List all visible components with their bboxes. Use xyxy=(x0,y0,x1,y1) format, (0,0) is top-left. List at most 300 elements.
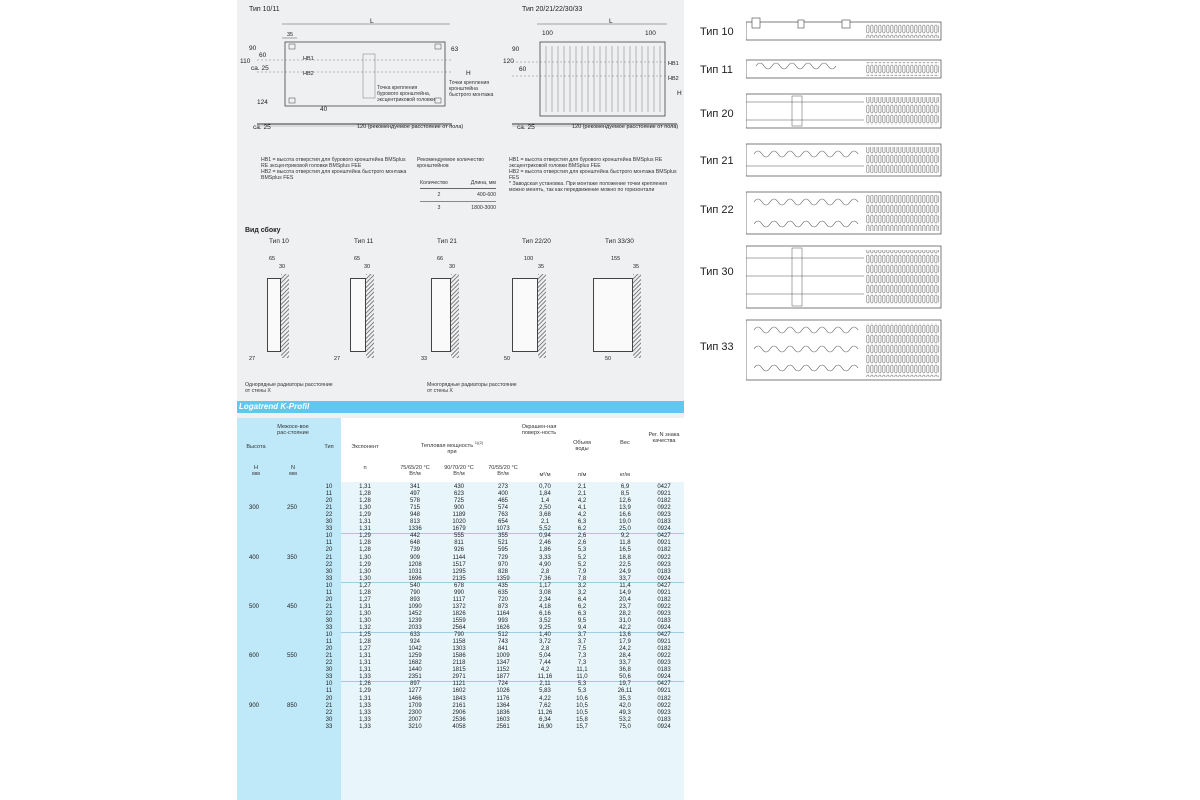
sub-p2-temp: 90/70/20 °C xyxy=(444,465,474,471)
hb1-note-right: НВ1 = высота отверстия для бурового кронштейна BMSplus RE эксцентриковой головки BMSplus FEE xyxy=(509,157,663,169)
cell-reg: 0921 xyxy=(657,491,671,498)
cell-volume: 4,2 xyxy=(577,512,587,519)
hb-notes-left xyxy=(261,157,411,181)
cell-type: 21 xyxy=(325,603,333,610)
wall-hatch xyxy=(366,274,374,358)
cell-power-75: 739 xyxy=(409,547,420,554)
rec-row-length: 400-600 xyxy=(476,192,496,198)
cell-power-90: 1602 xyxy=(452,688,466,695)
cell-power-90: 1158 xyxy=(452,639,466,646)
type-label-21: Тип 21 xyxy=(700,155,734,167)
cell-surface: 3,52 xyxy=(539,617,551,624)
side-dim-depth: 155 xyxy=(611,256,621,262)
cell-power-90: 1121 xyxy=(452,681,466,688)
cell-reg: 0427 xyxy=(657,582,671,589)
cell-reg: 0923 xyxy=(657,512,671,519)
cell-power-70: 654 xyxy=(497,519,508,526)
sub-p1-temp: 75/65/20 °C xyxy=(400,465,430,471)
cell-reg: 0922 xyxy=(657,505,671,512)
header-volume: Объем воды xyxy=(573,440,591,453)
cell-exponent: 1,28 xyxy=(359,589,371,596)
dim-90: 90 xyxy=(249,45,257,52)
cell-type: 11 xyxy=(325,540,333,547)
cell-volume: 6,2 xyxy=(577,526,587,533)
cell-volume: 3,2 xyxy=(577,589,587,596)
hb1-note-left: НВ1 = высота отверстия для бурового кронштейна BMSplus RE эксцентриковой головки BMSplus FEE xyxy=(261,157,406,169)
header-surface: Окрашен-ная поверх-ность xyxy=(521,424,557,437)
cell-power-70: 574 xyxy=(497,505,508,512)
cell-exponent: 1,30 xyxy=(359,610,371,617)
cell-exponent: 1,33 xyxy=(359,709,371,716)
cell-volume: 10,5 xyxy=(576,702,588,709)
cell-power-70: 273 xyxy=(497,484,508,490)
cell-weight: 42,2 xyxy=(619,625,631,631)
dim-40: 40 xyxy=(320,106,328,113)
cell-surface: 2,8 xyxy=(540,646,550,653)
cell-power-70: 993 xyxy=(497,617,508,624)
cell-power-90: 2564 xyxy=(452,625,466,631)
cell-weight: 36,8 xyxy=(619,667,631,674)
sub-p3 xyxy=(483,465,523,478)
profile-type-30 xyxy=(746,246,941,308)
cell-type: 21 xyxy=(325,653,333,660)
radiator-profile xyxy=(350,278,366,352)
cell-weight: 33,7 xyxy=(619,575,631,582)
group-spacing: 350 xyxy=(287,554,298,561)
cell-type: 30 xyxy=(325,568,333,575)
cell-power-70: 1176 xyxy=(496,695,510,702)
sub-p3-temp: 70/55/20 °C xyxy=(488,465,518,471)
header-power-at: при xyxy=(447,449,457,456)
cell-reg: 0427 xyxy=(657,533,671,540)
cell-surface: 2,11 xyxy=(539,681,551,688)
cell-type: 21 xyxy=(325,702,333,709)
cell-exponent: 1,30 xyxy=(359,617,371,624)
cell-power-90: 2906 xyxy=(452,709,466,716)
cell-reg: 0182 xyxy=(657,498,671,505)
cell-power-70: 1836 xyxy=(496,709,510,716)
rec-col-length: Длина, мм xyxy=(470,180,496,186)
sub-n-unit: мм xyxy=(289,471,297,478)
cell-surface: 2,8 xyxy=(540,568,550,575)
front-view-drawing-10-11 xyxy=(237,14,457,139)
cell-exponent: 1,27 xyxy=(359,582,371,589)
dim-L-right: L xyxy=(609,18,613,25)
cell-power-75: 1208 xyxy=(408,561,422,568)
dim-100-right: 100 xyxy=(645,30,656,37)
cell-surface: 7,62 xyxy=(539,702,551,709)
sub-exp: n xyxy=(363,465,367,471)
cell-volume: 11,1 xyxy=(576,667,588,674)
cell-power-70: 2561 xyxy=(496,723,510,730)
side-dim-depth: 100 xyxy=(524,256,534,262)
wall-hatch xyxy=(538,274,546,358)
wall-hatch xyxy=(281,274,289,358)
factory-setting-note: * Заводская установка. При монтаже положение точки крепления можно менять, так как передвижение можно по горизонтали xyxy=(509,181,668,193)
rec-brackets-table xyxy=(420,180,496,214)
cell-power-70: 400 xyxy=(497,491,508,498)
cell-volume: 3,7 xyxy=(577,639,587,646)
cell-weight: 33,7 xyxy=(619,660,631,667)
header-power xyxy=(397,440,507,456)
profile-type-21 xyxy=(746,144,941,176)
side-dim-bottom: 50 xyxy=(504,356,511,362)
cell-weight: 28,2 xyxy=(619,610,631,617)
cell-surface: 11,26 xyxy=(537,709,553,716)
cell-weight: 13,6 xyxy=(619,632,631,639)
dim-120-right: 120 xyxy=(503,58,514,65)
cell-power-70: 1073 xyxy=(496,526,510,533)
sub-h-label: H xyxy=(253,465,259,471)
cell-surface: 3,72 xyxy=(539,639,551,646)
sub-h xyxy=(239,465,273,478)
cell-power-90: 1559 xyxy=(452,617,466,624)
cell-reg: 0921 xyxy=(657,540,671,547)
cell-weight: 16,5 xyxy=(619,547,631,554)
cell-reg: 0922 xyxy=(657,554,671,561)
cell-type: 20 xyxy=(325,646,333,653)
cell-power-90: 4058 xyxy=(452,723,466,730)
sub-n xyxy=(275,465,311,478)
group-spacing: 450 xyxy=(287,603,298,610)
sub-p1 xyxy=(395,465,435,478)
header-exponent: Экспонент xyxy=(351,444,379,450)
cell-weight: 53,2 xyxy=(619,716,631,723)
cell-power-70: 1364 xyxy=(496,702,510,709)
cell-power-70: 1877 xyxy=(496,674,510,681)
cell-power-75: 540 xyxy=(409,582,420,589)
cell-reg: 0922 xyxy=(657,702,671,709)
cell-power-90: 2971 xyxy=(452,674,466,681)
cell-type: 22 xyxy=(325,561,333,568)
side-type-label: Тип 33/30 xyxy=(605,238,634,245)
side-dim-bottom: 27 xyxy=(334,356,341,362)
cell-weight: 18,8 xyxy=(619,554,631,561)
cell-reg: 0923 xyxy=(657,561,671,568)
cell-exponent: 1,32 xyxy=(359,625,371,631)
cell-exponent: 1,33 xyxy=(359,723,371,730)
cell-power-70: 1152 xyxy=(496,667,510,674)
cell-type: 20 xyxy=(325,547,333,554)
cell-reg: 0924 xyxy=(657,723,671,730)
cell-power-75: 1452 xyxy=(408,610,422,617)
cell-exponent: 1,33 xyxy=(359,674,371,681)
cell-power-90: 900 xyxy=(453,505,464,512)
cell-power-70: 873 xyxy=(497,603,508,610)
cell-volume: 15,8 xyxy=(576,716,588,723)
dim-ca25-bottom: ca. 25 xyxy=(253,124,271,131)
cell-volume: 15,7 xyxy=(576,723,588,730)
cell-power-90: 725 xyxy=(453,498,464,505)
cell-exponent: 1,30 xyxy=(359,575,371,582)
cell-power-70: 1347 xyxy=(496,660,510,667)
cell-power-90: 1303 xyxy=(452,646,466,653)
cell-power-90: 1372 xyxy=(452,603,466,610)
cell-type: 33 xyxy=(325,575,333,582)
profile-type-22 xyxy=(746,192,941,234)
cell-power-70: 724 xyxy=(497,681,508,688)
cell-volume: 6,3 xyxy=(577,519,587,526)
note-fixing-point: Точка крепления бурового кронштейна, эксцентриковой головки xyxy=(377,85,435,103)
cell-reg: 0182 xyxy=(657,596,671,603)
hb2-note-left: НВ2 = высота отверстия для кронштейна быстрого монтажа BMSplus FES xyxy=(261,169,407,181)
side-dim-bottom: 33 xyxy=(421,356,428,362)
group-height: 600 xyxy=(249,653,260,660)
cell-power-70: 435 xyxy=(497,582,508,589)
cell-exponent: 1,31 xyxy=(359,653,371,660)
cell-power-70: 828 xyxy=(497,568,508,575)
cell-exponent: 1,30 xyxy=(359,554,371,561)
cell-power-75: 633 xyxy=(409,632,420,639)
cell-weight: 26,11 xyxy=(617,688,633,695)
cell-surface: 1,17 xyxy=(539,582,551,589)
cell-power-90: 1295 xyxy=(452,568,466,575)
cell-volume: 9,5 xyxy=(577,617,587,624)
cell-exponent: 1,26 xyxy=(359,681,371,688)
sub-n-label: N xyxy=(290,465,296,471)
cell-exponent: 1,33 xyxy=(359,702,371,709)
cell-exponent: 1,27 xyxy=(359,596,371,603)
side-type-label: Тип 22/20 xyxy=(522,238,551,245)
rec-row-count: 3 xyxy=(437,205,441,211)
axis-hb2-left: НВ2 xyxy=(303,71,314,77)
sub-h-unit: мм xyxy=(252,471,260,478)
cell-power-70: 1603 xyxy=(496,716,510,723)
cell-type: 11 xyxy=(325,688,333,695)
cell-surface: 2,1 xyxy=(540,519,550,526)
cell-power-75: 1682 xyxy=(408,660,422,667)
cell-weight: 23,7 xyxy=(619,603,631,610)
dim-ca25-right: ca. 25 xyxy=(517,124,535,131)
cell-power-75: 1336 xyxy=(408,526,422,533)
cell-reg: 0183 xyxy=(657,568,671,575)
cell-type: 30 xyxy=(325,617,333,624)
cell-reg: 0183 xyxy=(657,519,671,526)
axis-h-right: H xyxy=(677,90,682,97)
header-weight: Вес xyxy=(620,440,630,446)
cell-type: 10 xyxy=(325,632,333,639)
side-dim-bottom: 27 xyxy=(249,356,256,362)
cell-reg: 0921 xyxy=(657,639,671,646)
cell-power-70: 970 xyxy=(497,561,508,568)
axis-h-left: H xyxy=(466,70,471,77)
cell-reg: 0924 xyxy=(657,674,671,681)
cell-power-70: 1026 xyxy=(496,688,510,695)
side-dim-depth: 66 xyxy=(437,256,444,262)
cell-power-75: 442 xyxy=(409,533,420,540)
cell-exponent: 1,28 xyxy=(359,498,371,505)
cell-power-75: 924 xyxy=(409,639,420,646)
cell-power-70: 512 xyxy=(497,632,508,639)
type-label-33: Тип 33 xyxy=(700,341,734,353)
cell-volume: 3,2 xyxy=(577,582,587,589)
cell-power-70: 1626 xyxy=(496,625,510,631)
side-type-label: Тип 10 xyxy=(269,238,289,245)
dim-100-left: 100 xyxy=(542,30,553,37)
cell-power-90: 1020 xyxy=(452,519,466,526)
cell-surface: 4,18 xyxy=(539,603,551,610)
cell-power-75: 1239 xyxy=(408,617,422,624)
axis-hb1-left: НВ1 xyxy=(303,56,314,62)
type-label-22: Тип 22 xyxy=(700,204,734,216)
sub-surf-unit: м²/м xyxy=(539,472,551,478)
type-label-20: Тип 20 xyxy=(700,108,734,120)
cell-exponent: 1,31 xyxy=(359,484,371,490)
cell-type: 30 xyxy=(325,519,333,526)
cell-power-90: 926 xyxy=(453,547,464,554)
header-type: Тип xyxy=(324,444,334,450)
sub-w-unit: кг/м xyxy=(620,472,630,478)
side-view-type-10 xyxy=(249,238,313,368)
side-view-type-21 xyxy=(417,238,481,368)
cell-power-70: 743 xyxy=(497,639,508,646)
cell-weight: 12,6 xyxy=(619,498,631,505)
cell-volume: 5,2 xyxy=(577,561,587,568)
cell-power-75: 1259 xyxy=(408,653,422,660)
cell-volume: 2,1 xyxy=(577,491,587,498)
cell-exponent: 1,28 xyxy=(359,547,371,554)
cell-power-75: 2351 xyxy=(408,674,422,681)
hb-notes-right xyxy=(509,157,679,193)
profile-type-11 xyxy=(746,60,941,78)
dim-124: 124 xyxy=(257,99,268,106)
cell-power-75: 1031 xyxy=(408,568,422,575)
rec-brackets-title: Рекомендуемое количество кронштейнов xyxy=(417,157,485,169)
rec-row xyxy=(420,189,496,202)
cell-volume: 4,2 xyxy=(577,498,587,505)
rec-row-length: 1800-3000 xyxy=(471,205,496,211)
cell-power-70: 1359 xyxy=(496,575,510,582)
wall-hatch xyxy=(451,274,459,358)
cell-power-75: 893 xyxy=(409,596,420,603)
sub-p3-unit: Вт/м xyxy=(497,471,509,478)
drawing-title-10-11: Тип 10/11 xyxy=(249,6,280,13)
cell-power-70: 355 xyxy=(497,533,508,540)
cell-weight: 19,0 xyxy=(619,519,631,526)
cell-power-75: 948 xyxy=(409,512,420,519)
wall-hatch xyxy=(633,274,641,358)
group-spacing: 250 xyxy=(287,505,298,512)
cell-power-90: 2135 xyxy=(452,575,466,582)
sub-p2-unit: Вт/м xyxy=(453,471,465,478)
cell-power-75: 897 xyxy=(409,681,420,688)
cell-type: 30 xyxy=(325,716,333,723)
cell-power-75: 909 xyxy=(409,554,420,561)
side-dim-offset: 30 xyxy=(449,264,456,270)
cell-weight: 24,9 xyxy=(619,568,631,575)
cell-reg: 0182 xyxy=(657,646,671,653)
cell-power-75: 2007 xyxy=(408,716,422,723)
profile-type-20 xyxy=(746,94,941,128)
cell-power-90: 2161 xyxy=(452,702,466,709)
cell-weight: 75,0 xyxy=(619,723,631,730)
profile-type-10 xyxy=(746,18,941,40)
cell-exponent: 1,27 xyxy=(359,646,371,653)
cell-type: 22 xyxy=(325,512,333,519)
cell-power-90: 678 xyxy=(453,582,464,589)
cell-power-90: 555 xyxy=(453,533,464,540)
dim-60-right: 60 xyxy=(519,66,527,73)
cell-reg: 0921 xyxy=(657,589,671,596)
cell-weight: 28,4 xyxy=(619,653,631,660)
cell-exponent: 1,31 xyxy=(359,660,371,667)
cell-power-90: 430 xyxy=(453,484,464,490)
cell-surface: 2,50 xyxy=(539,505,551,512)
cell-volume: 10,5 xyxy=(576,709,588,716)
cell-surface: 1,40 xyxy=(539,632,551,639)
cell-surface: 5,52 xyxy=(539,526,551,533)
side-note-single: Однорядные радиаторы расстояние от стены X xyxy=(245,382,333,394)
cell-reg: 0923 xyxy=(657,660,671,667)
radiator-profile xyxy=(431,278,451,352)
header-power-label: Тепловая мощность xyxy=(420,442,474,449)
type-label-10: Тип 10 xyxy=(700,26,734,38)
type-profile-drawings xyxy=(746,14,946,386)
cell-power-75: 1709 xyxy=(408,702,422,709)
cell-exponent: 1,31 xyxy=(359,519,371,526)
cell-exponent: 1,31 xyxy=(359,667,371,674)
side-dim-depth: 65 xyxy=(354,256,361,262)
cell-weight: 11,8 xyxy=(619,540,631,547)
cell-surface: 4,22 xyxy=(539,695,551,702)
cell-volume: 6,2 xyxy=(577,603,587,610)
sub-p2 xyxy=(439,465,479,478)
rec-row xyxy=(420,202,496,214)
cell-type: 33 xyxy=(325,526,333,533)
cell-volume: 7,9 xyxy=(577,568,587,575)
cell-surface: 2,34 xyxy=(539,596,551,603)
cell-volume: 11,0 xyxy=(576,674,588,681)
cell-weight: 24,2 xyxy=(619,646,631,653)
cell-volume: 2,6 xyxy=(577,533,587,540)
cell-exponent: 1,31 xyxy=(359,603,371,610)
cell-surface: 1,4 xyxy=(540,498,550,505)
cell-reg: 0923 xyxy=(657,610,671,617)
cell-power-75: 1440 xyxy=(408,667,422,674)
cell-power-90: 2118 xyxy=(452,660,466,667)
cell-exponent: 1,33 xyxy=(359,716,371,723)
cell-type: 20 xyxy=(325,596,333,603)
cell-surface: 6,16 xyxy=(539,610,551,617)
dim-ca25-top: ca. 25 xyxy=(251,65,269,72)
cell-surface: 6,34 xyxy=(539,716,551,723)
cell-surface: 5,04 xyxy=(539,653,551,660)
cell-weight: 50,6 xyxy=(619,674,631,681)
cell-volume: 7,8 xyxy=(577,575,587,582)
cell-type: 11 xyxy=(325,639,333,646)
cell-power-70: 763 xyxy=(497,512,508,519)
side-type-label: Тип 21 xyxy=(437,238,457,245)
cell-power-90: 1826 xyxy=(452,610,466,617)
cell-reg: 0427 xyxy=(657,681,671,688)
cell-type: 21 xyxy=(325,554,333,561)
cell-reg: 0921 xyxy=(657,688,671,695)
cell-weight: 19,7 xyxy=(619,681,631,688)
cell-power-90: 811 xyxy=(454,540,464,547)
cell-reg: 0183 xyxy=(657,617,671,624)
cell-weight: 31,0 xyxy=(619,617,631,624)
cell-power-90: 1117 xyxy=(452,596,466,603)
cell-reg: 0923 xyxy=(657,709,671,716)
cell-exponent: 1,28 xyxy=(359,491,371,498)
cell-reg: 0183 xyxy=(657,667,671,674)
cell-power-70: 1164 xyxy=(496,610,510,617)
sub-vol-unit: л/м xyxy=(577,472,587,478)
type-label-30: Тип 30 xyxy=(700,266,734,278)
cell-exponent: 1,29 xyxy=(359,512,371,519)
group-height: 300 xyxy=(249,505,260,512)
cell-power-90: 1189 xyxy=(452,512,466,519)
